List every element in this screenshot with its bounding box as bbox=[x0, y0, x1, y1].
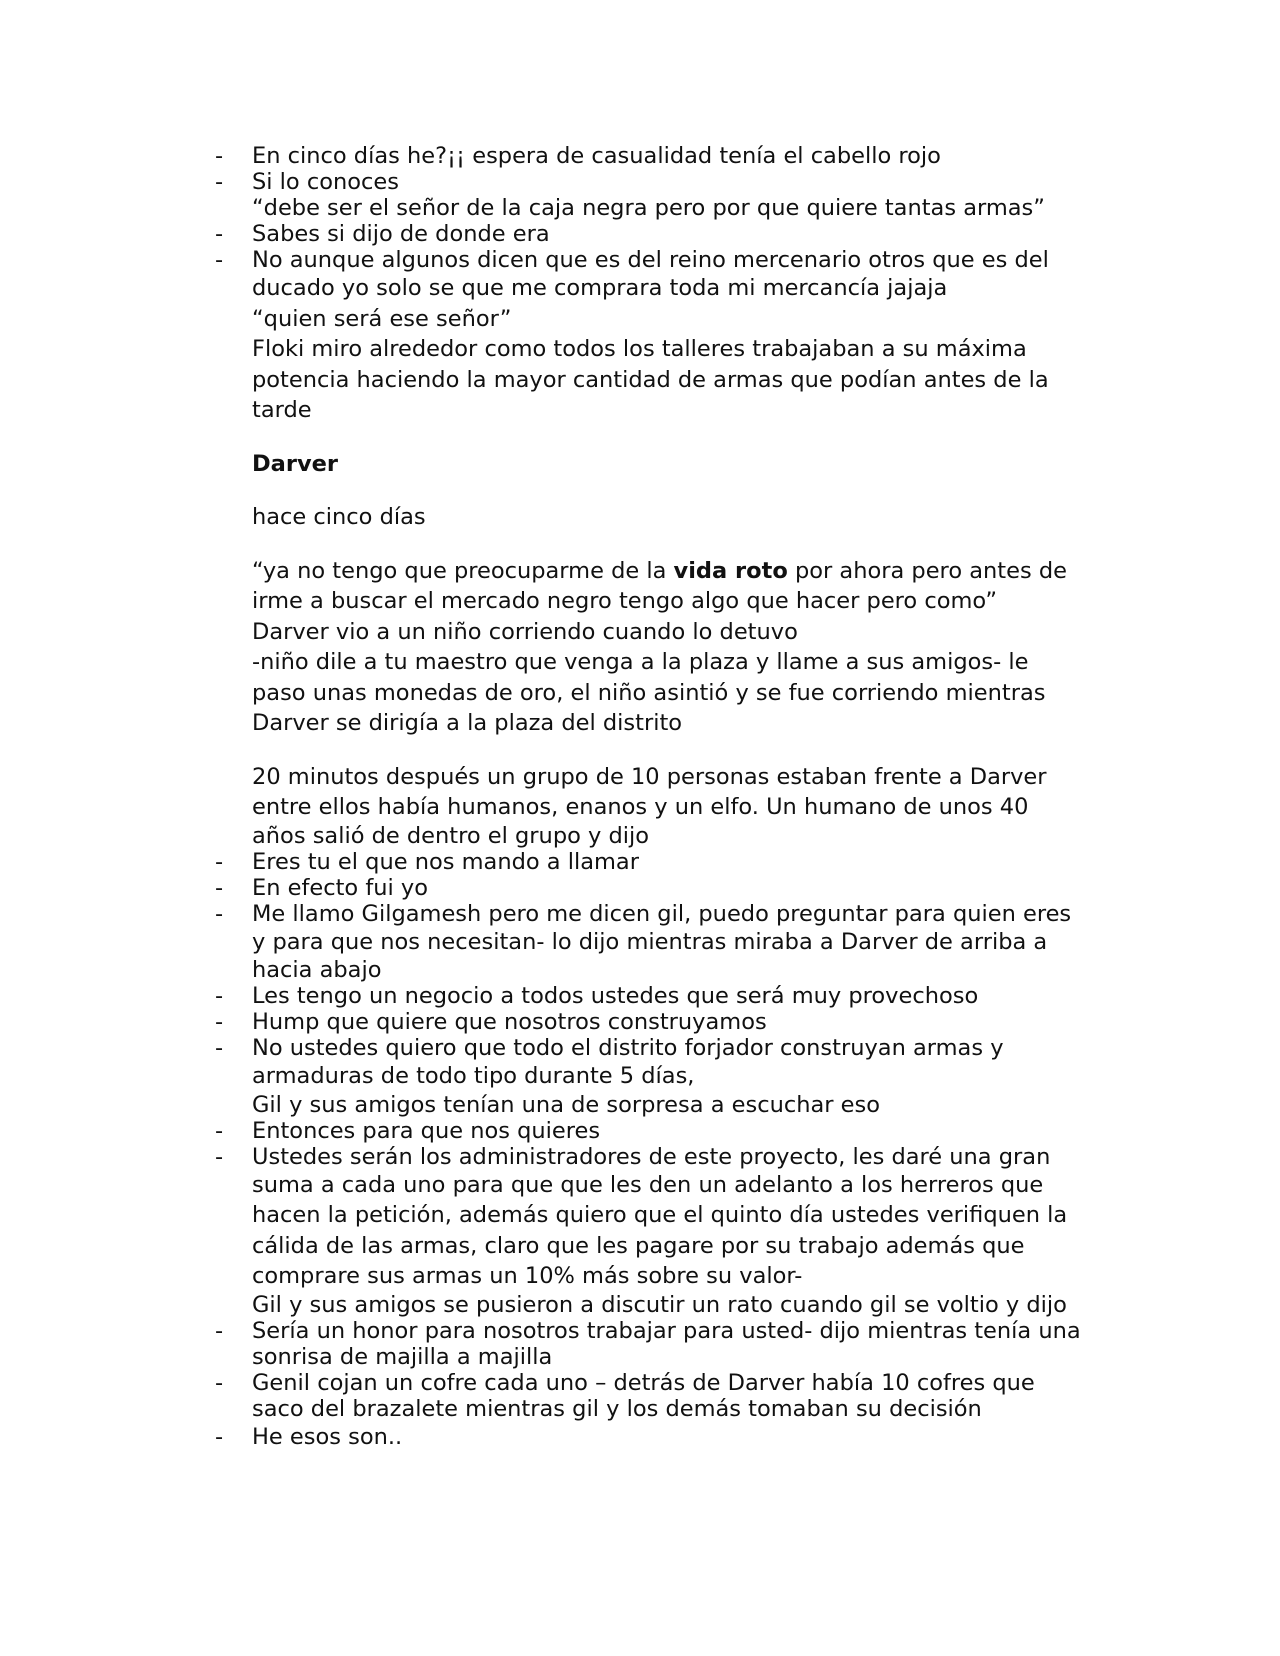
paragraph-line bbox=[215, 1231, 1115, 1262]
bullet-dash: - bbox=[215, 1009, 224, 1035]
line-text: irme a buscar el mercado negro tengo algo que hacer pero como” bbox=[252, 588, 998, 614]
list-item-text: Hump que quiere que nosotros construyamos bbox=[252, 1009, 767, 1035]
line-text: entre ellos había humanos, enanos y un elfo. Un humano de unos 40 bbox=[252, 794, 1029, 820]
paragraph-line bbox=[215, 1261, 1115, 1292]
line-text: comprare sus armas un 10% más sobre su valor- bbox=[252, 1263, 803, 1289]
line-text: años salió de dentro el grupo y dijo bbox=[252, 822, 650, 849]
bullet-dash: - bbox=[215, 1369, 224, 1396]
line-text: hacia abajo bbox=[252, 957, 382, 983]
line-text: -niño dile a tu maestro que venga a la plaza y llame a sus amigos- le bbox=[252, 649, 1029, 675]
paragraph-line bbox=[215, 556, 1115, 587]
line-text: “ya no tengo que preocuparme de la bbox=[252, 557, 674, 584]
list-item-text: Sería un honor para nosotros trabajar para usted- dijo mientras tenía una bbox=[252, 1317, 1081, 1344]
section-heading bbox=[215, 449, 1115, 480]
line-text: hacen la petición, además quiero que el quinto día ustedes verifiquen la bbox=[252, 1202, 1068, 1228]
heading-text: Darver bbox=[252, 450, 338, 477]
list-item bbox=[215, 875, 1115, 901]
paragraph-line bbox=[215, 1396, 1115, 1422]
line-text: saco del brazalete mientras gil y los demás tomaban su decisión bbox=[252, 1395, 982, 1422]
paragraph-line bbox=[215, 927, 1115, 958]
paragraph-line bbox=[215, 304, 1115, 335]
list-item bbox=[215, 1144, 1115, 1170]
paragraph-line bbox=[215, 647, 1115, 678]
paragraph-line bbox=[215, 708, 1115, 739]
list-item-text: Me llamo Gilgamesh pero me dicen gil, puedo preguntar para quien eres bbox=[252, 900, 1072, 927]
paragraph-line bbox=[215, 678, 1115, 709]
paragraph-line bbox=[215, 334, 1115, 365]
line-text: ducado yo solo se que me comprara toda mi mercancía jajaja bbox=[252, 275, 948, 301]
paragraph-line bbox=[215, 1292, 1115, 1318]
paragraph-gap bbox=[215, 739, 1115, 762]
list-item-text: He esos son.. bbox=[252, 1423, 403, 1450]
bullet-dash: - bbox=[215, 1035, 224, 1061]
bullet-dash: - bbox=[215, 983, 224, 1009]
bullet-dash: - bbox=[215, 247, 224, 273]
paragraph-line bbox=[215, 792, 1115, 823]
paragraph-line bbox=[215, 586, 1115, 617]
line-text: 20 minutos después un grupo de 10 personas estaban frente a Darver bbox=[252, 763, 1047, 790]
line-text: sonrisa de majilla a majilla bbox=[252, 1343, 553, 1370]
bullet-dash: - bbox=[215, 169, 224, 195]
paragraph-line bbox=[215, 1200, 1115, 1231]
line-text: paso unas monedas de oro, el niño asintió y se fue corriendo mientras bbox=[252, 679, 1046, 706]
line-text: cálida de las armas, claro que les pagare por su trabajo además que bbox=[252, 1232, 1025, 1259]
line-text: tarde bbox=[252, 397, 312, 423]
paragraph-line bbox=[215, 1092, 1115, 1118]
paragraph-line bbox=[215, 823, 1115, 849]
paragraph-line bbox=[215, 502, 1115, 533]
line-text: Darver se dirigía a la plaza del distrito bbox=[252, 710, 683, 736]
bullet-dash: - bbox=[215, 1143, 224, 1170]
list-item-text: Ustedes serán los administradores de este proyecto, les daré una gran bbox=[252, 1143, 1051, 1170]
list-item bbox=[215, 1422, 1115, 1453]
line-text: por ahora pero antes de bbox=[787, 557, 1067, 584]
paragraph-line bbox=[215, 1061, 1115, 1092]
list-item bbox=[215, 143, 1115, 169]
list-item bbox=[215, 901, 1115, 927]
list-item-text: Eres tu el que nos mando a llamar bbox=[252, 848, 639, 875]
paragraph-line bbox=[215, 1344, 1115, 1370]
list-item bbox=[215, 849, 1115, 875]
bullet-dash: - bbox=[215, 1423, 224, 1450]
line-text: hace cinco días bbox=[252, 504, 426, 530]
paragraph-line bbox=[215, 273, 1115, 304]
paragraph-gap bbox=[215, 479, 1115, 502]
paragraph-line bbox=[215, 395, 1115, 426]
list-item-text: No aunque algunos dicen que es del reino mercenario otros que es del bbox=[252, 247, 1049, 273]
line-text: potencia haciendo la mayor cantidad de armas que podían antes de la bbox=[252, 366, 1049, 393]
paragraph-gap bbox=[215, 533, 1115, 556]
list-item-text: Les tengo un negocio a todos ustedes que será muy provechoso bbox=[252, 983, 979, 1009]
document-body bbox=[215, 143, 1115, 1452]
paragraph-line bbox=[215, 365, 1115, 396]
list-item-text: Si lo conoces bbox=[252, 169, 399, 195]
line-text: suma a cada uno para que que les den un adelanto a los herreros que bbox=[252, 1171, 1044, 1198]
list-item bbox=[215, 1009, 1115, 1035]
list-item bbox=[215, 169, 1115, 195]
bullet-dash: - bbox=[215, 1117, 224, 1144]
line-text: “debe ser el señor de la caja negra pero por que quiere tantas armas” bbox=[252, 195, 1045, 221]
paragraph-gap bbox=[215, 426, 1115, 449]
line-text: y para que nos necesitan- lo dijo mientras miraba a Darver de arriba a bbox=[252, 928, 1048, 955]
paragraph-line bbox=[215, 1170, 1115, 1201]
list-item bbox=[215, 247, 1115, 273]
line-text: “quien será ese señor” bbox=[252, 305, 512, 332]
list-item-text: Genil cojan un cofre cada uno – detrás de Darver había 10 cofres que bbox=[252, 1369, 1035, 1396]
bold-phrase: vida roto bbox=[673, 557, 788, 584]
line-text: Gil y sus amigos se pusieron a discutir un rato cuando gil se voltio y dijo bbox=[252, 1291, 1067, 1318]
bullet-dash: - bbox=[215, 1317, 224, 1344]
list-item bbox=[215, 1318, 1115, 1344]
paragraph-line bbox=[215, 617, 1115, 648]
bullet-dash: - bbox=[215, 900, 224, 927]
paragraph-line bbox=[215, 762, 1115, 793]
line-text: Darver vio a un niño corriendo cuando lo detuvo bbox=[252, 618, 798, 645]
bullet-dash: - bbox=[215, 874, 224, 901]
list-item-text: En efecto fui yo bbox=[252, 874, 429, 901]
list-item-text: Sabes si dijo de donde era bbox=[252, 221, 550, 247]
line-text: armaduras de todo tipo durante 5 días, bbox=[252, 1063, 695, 1089]
list-item-text: En cinco días he?¡¡ espera de casualidad tenía el cabello rojo bbox=[252, 143, 941, 169]
list-item bbox=[215, 1035, 1115, 1061]
list-item-text: No ustedes quiero que todo el distrito forjador construyan armas y bbox=[252, 1035, 1004, 1061]
bullet-dash: - bbox=[215, 848, 224, 875]
line-text: Gil y sus amigos tenían una de sorpresa a escuchar eso bbox=[252, 1091, 880, 1118]
line-text: Floki miro alrededor como todos los talleres trabajaban a su máxima bbox=[252, 336, 1027, 362]
list-item-text: Entonces para que nos quieres bbox=[252, 1117, 601, 1144]
paragraph-line bbox=[215, 195, 1115, 221]
paragraph-line bbox=[215, 957, 1115, 983]
list-item bbox=[215, 983, 1115, 1009]
bullet-dash: - bbox=[215, 143, 224, 169]
list-item bbox=[215, 1370, 1115, 1396]
bullet-dash: - bbox=[215, 221, 224, 247]
list-item bbox=[215, 221, 1115, 247]
list-item bbox=[215, 1118, 1115, 1144]
